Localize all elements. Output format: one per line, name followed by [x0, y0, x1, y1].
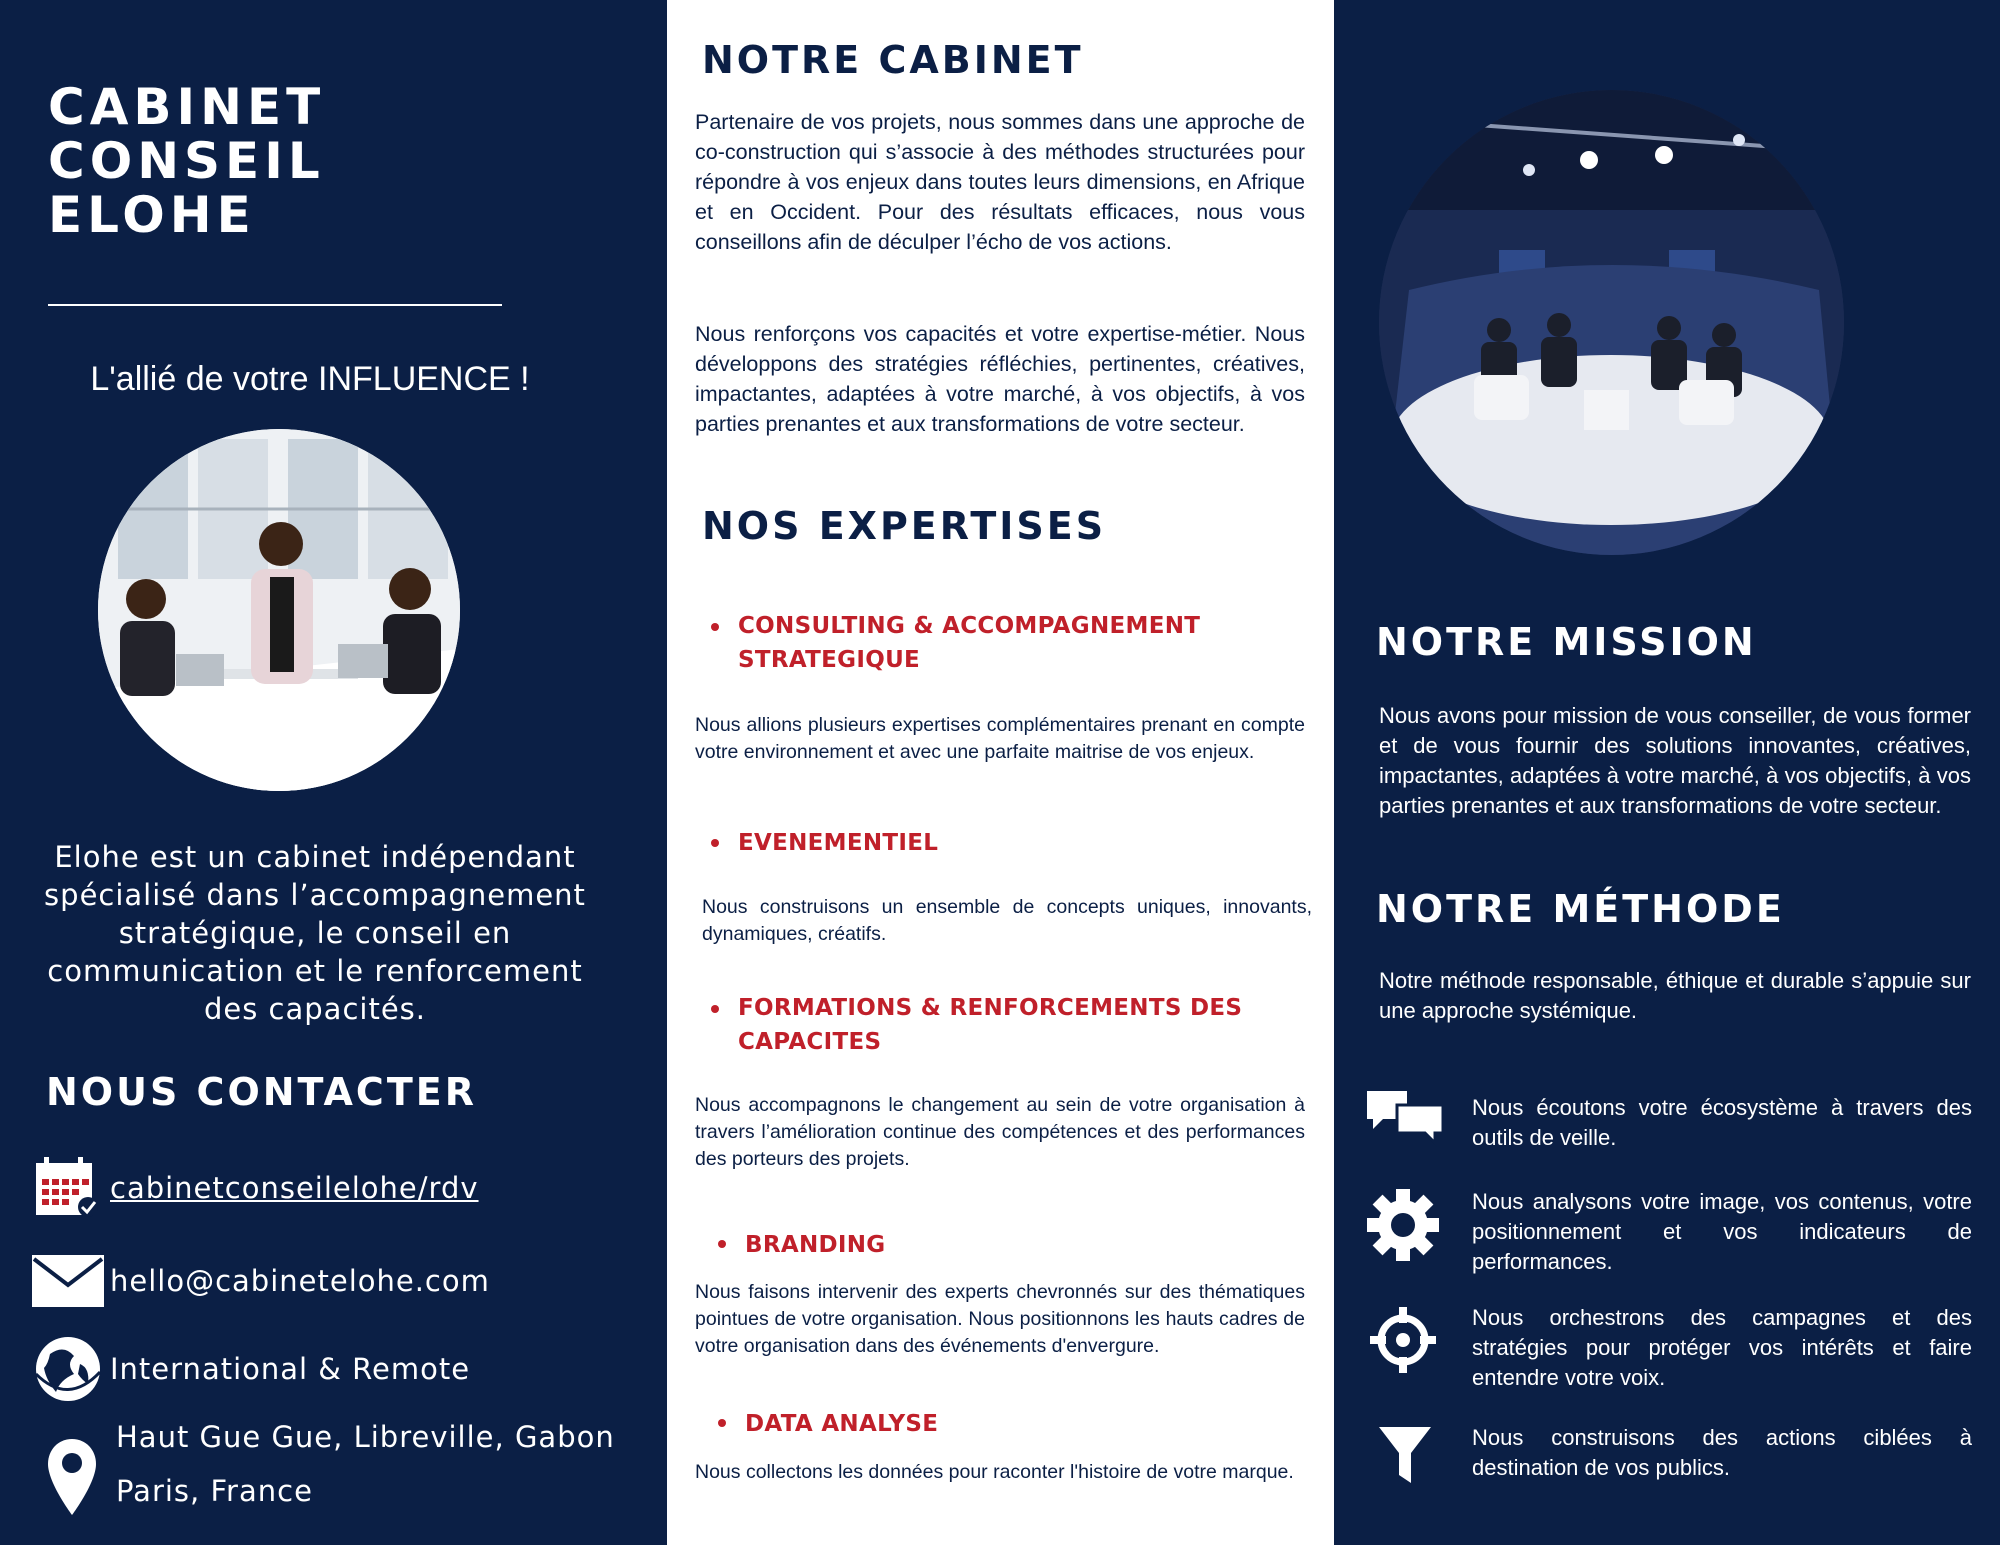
calendar-icon: [30, 1153, 110, 1223]
expertise-title-consulting: CONSULTING & ACCOMPAGNEMENT STRATEGIQUE: [738, 613, 1201, 673]
brand-title-line-3: ELOHE: [48, 186, 256, 244]
method-title: NOTRE MÉTHODE: [1376, 887, 1785, 931]
target-icon: [1358, 1295, 1448, 1385]
expertise-title-data: DATA ANALYSE: [745, 1411, 939, 1437]
team-photo: [98, 429, 460, 791]
step-text-build: Nous construisons des actions ciblées à destination de vos publics.: [1472, 1425, 1972, 1480]
middle-panel: [667, 0, 1334, 1545]
bullet: [711, 623, 719, 631]
about-text: Elohe est un cabinet indépendant spécialisé dans l’accompagnement stratégique, le conseil en communication et le renforcement des capacités.: [44, 840, 586, 1026]
tagline: L'allié de votre INFLUENCE !: [90, 360, 530, 398]
mission-text: Nous avons pour mission de vous conseiller, de vous former et de vous fournir des solutions innovantes, créatives, impactantes, adaptées à votre marché, à vos objectifs, à vos parties prenantes et aux transformations de votre secteur.: [1379, 703, 1971, 818]
expertise-text-consulting: Nous allions plusieurs expertises complémentaires prenant en compte votre environnement et avec une parfaite maitrise de vos enjeux.: [695, 714, 1305, 763]
expertise-title-evenementiel: EVENEMENTIEL: [738, 830, 939, 856]
bullet: [711, 1005, 719, 1013]
meeting-photo: [1379, 90, 1844, 555]
contact-title: NOUS CONTACTER: [46, 1070, 477, 1114]
expertise-text-evenementiel: Nous construisons un ensemble de concepts uniques, innovants, dynamiques, créatifs.: [702, 896, 1312, 945]
expertise-text-branding: Nous faisons intervenir des experts chevronnés sur des thématiques pointues de votre organisation. Nous positionnons les hauts cadres de votre organisation dans des événements d'envergure.: [695, 1281, 1305, 1357]
globe-icon: [30, 1334, 110, 1404]
bullet: [711, 839, 719, 847]
step-text-listen: Nous écoutons votre écosystème à travers des outils de veille.: [1472, 1095, 1972, 1150]
cabinet-title: NOTRE CABINET: [702, 38, 1084, 82]
contact-email-row[interactable]: [30, 1246, 650, 1316]
address-line-2: Paris, France: [116, 1474, 313, 1508]
mail-icon: [30, 1246, 110, 1316]
contact-international-row: [30, 1334, 650, 1404]
bullet: [718, 1419, 726, 1427]
step-text-analyze: Nous analysons votre image, vos contenus, votre positionnement et vos indicateurs de performances.: [1472, 1189, 1972, 1274]
cabinet-paragraph-1: Partenaire de vos projets, nous sommes dans une approche de co-construction qui s’associe à des méthodes structurées pour répondre à vos enjeux dans toutes leurs dimensions, en Afrique et en Occident. Pour des résultats efficaces, nous vous conseillons afin de déculper l’écho de vos actions.: [695, 110, 1305, 254]
team-photo-illustration: [98, 429, 460, 791]
brand-title-line-1: CABINET: [48, 78, 326, 136]
meeting-photo-illustration: [1379, 90, 1844, 555]
right-panel: [1334, 0, 2000, 1545]
international-text: International & Remote: [110, 1352, 471, 1386]
expertises-title: NOS EXPERTISES: [702, 504, 1107, 548]
left-panel: [0, 0, 667, 1545]
location-pin-icon: [46, 1437, 98, 1521]
contact-rdv-row[interactable]: [30, 1153, 650, 1223]
brand-title: [48, 80, 608, 242]
chat-bubbles-icon: [1360, 1073, 1450, 1163]
address-line-1: Haut Gue Gue, Libreville, Gabon: [116, 1420, 615, 1454]
bullet: [718, 1240, 726, 1248]
gear-icon: [1358, 1180, 1448, 1270]
rdv-link[interactable]: cabinetconseilelohe/rdv: [110, 1171, 479, 1205]
funnel-icon: [1360, 1410, 1450, 1500]
expertise-title-branding: BRANDING: [745, 1232, 886, 1258]
expertise-text-formations: Nous accompagnons le changement au sein de votre organisation à travers l’amélioration continue des compétences et des performances des porteurs des projets.: [695, 1094, 1305, 1170]
title-divider: [48, 304, 502, 306]
cabinet-paragraph-2: Nous renforçons vos capacités et votre expertise-métier. Nous développons des stratégies réfléchies, pertinentes, créatives, impactantes, adaptées à votre marché, à vos objectifs, à vos parties prenantes et aux transformations de votre secteur.: [695, 322, 1305, 436]
mission-title: NOTRE MISSION: [1376, 620, 1757, 664]
email-link[interactable]: hello@cabinetelohe.com: [110, 1264, 490, 1298]
method-text: Notre méthode responsable, éthique et durable s’appuie sur une approche systémique.: [1379, 968, 1971, 1023]
brand-title-line-2: CONSEIL: [48, 132, 325, 190]
step-text-orchestrate: Nous orchestrons des campagnes et des stratégies pour protéger vos intérêts et faire entendre votre voix.: [1472, 1305, 1972, 1390]
expertise-title-formations: FORMATIONS & RENFORCEMENTS DES CAPACITES: [738, 995, 1243, 1055]
expertise-text-data: Nous collectons les données pour raconter l'histoire de votre marque.: [695, 1461, 1294, 1483]
